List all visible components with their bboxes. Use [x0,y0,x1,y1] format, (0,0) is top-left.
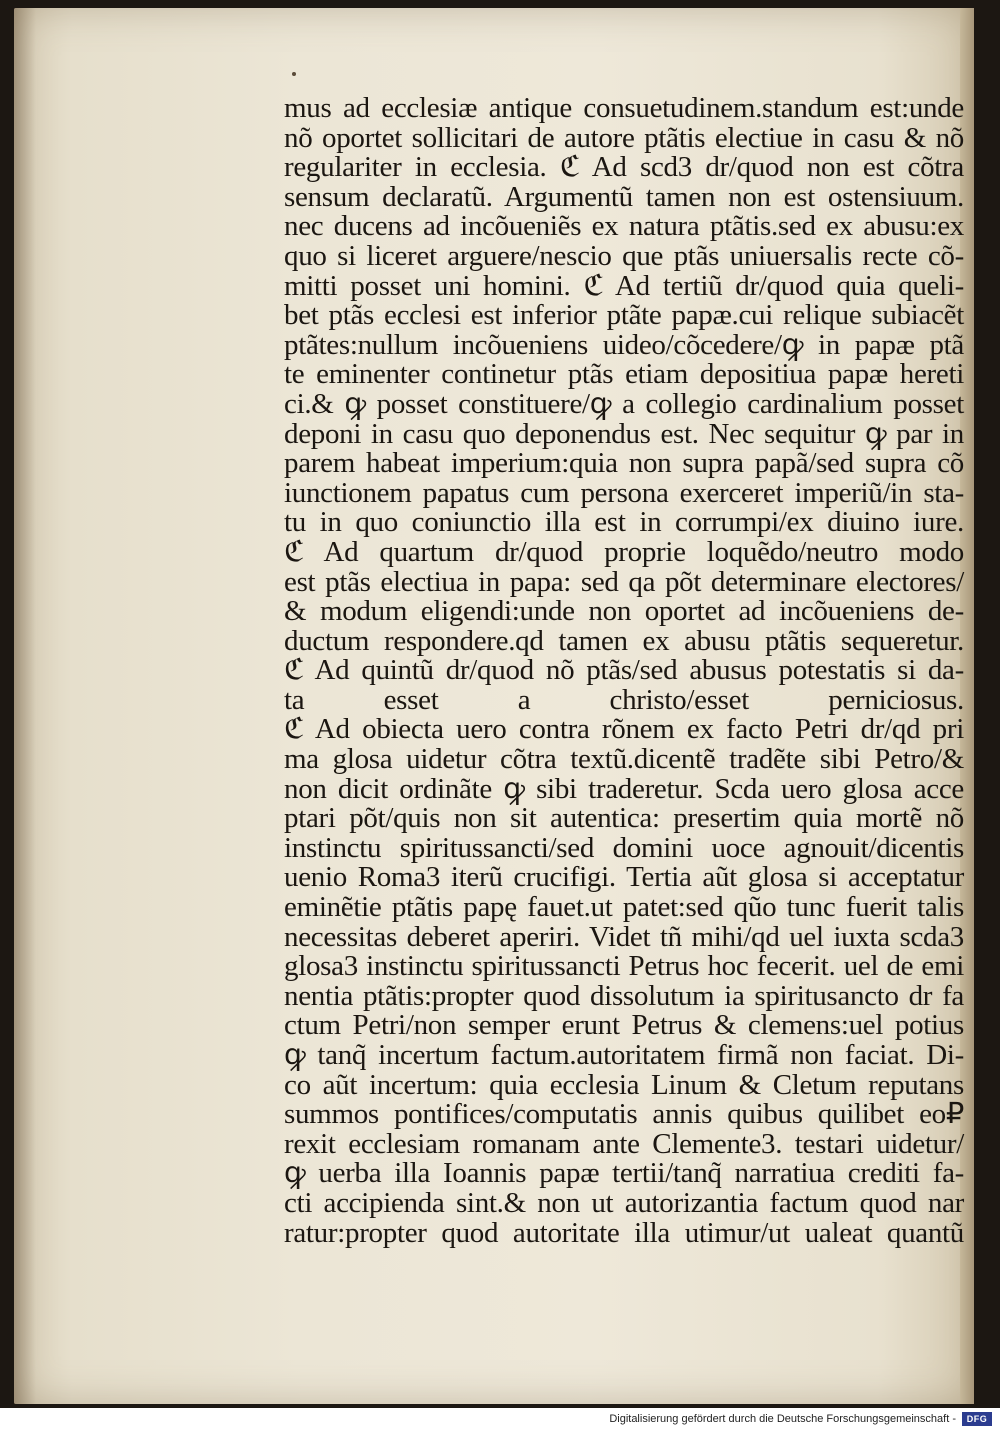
text-line: non dicit ordinãte ꝙ sibi traderetur. Scda uero glosa acce [284,772,964,805]
text-line: glosa3 instinctu spiritussancti Petrus hoc fecerit. uel de emi [284,950,964,983]
text-line: nõ oportet sollicitari de autore ptãtis electiue in casu & nõ [284,121,964,154]
dfg-logo: DFG [962,1412,992,1426]
text-line: eminẽtie ptãtis papę fauet.ut patet:sed qũo tunc fuerit talis [284,891,964,924]
text-line: ductum respondere.qd tamen ex abusu ptãtis sequeretur. [284,624,964,657]
footer-credit: Digitalisierung gefördert durch die Deutsche Forschungsgemeinschaft - [609,1413,956,1425]
text-line: te eminenter continetur ptãs etiam depositiua papæ hereti [284,358,964,391]
text-line: mitti posset uni homini. ℭ Ad tertiũ dr/quod quia queli- [284,269,964,302]
text-line: necessitas deberet aperiri. Videt tñ mihi/qd uel iuxta scda3 [284,920,964,953]
text-line: summos pontifices/computatis annis quibus quilibet eo₽ [284,1098,964,1131]
text-line: & modum eligendi:unde non oportet ad incõueniens de- [284,595,964,628]
text-line: ℭ Ad obiecta uero contra rõnem ex facto Petri dr/qd pri [284,713,964,746]
text-line: ptari põt/quis non sit autentica: presertim quia mortẽ nõ [284,802,964,835]
text-line: ptãtes:nullum incõueniens uideo/cõcedere/ꝙ in papæ ptã [284,328,964,361]
text-line: ci.& ꝙ posset constituere/ꝙ a collegio cardinalium posset [284,387,964,420]
text-line: parem habeat imperium:quia non supra papã/sed supra cõ [284,447,964,480]
text-line: deponi in casu quo deponendus est. Nec sequitur ꝙ par in [284,417,964,450]
text-line: ratur:propter quod autoritate illa utimur/ut ualeat quantũ [284,1216,964,1249]
text-line: ℭ Ad quintũ dr/quod nõ ptãs/sed abusus potestatis si da- [284,654,964,687]
text-line: bet ptãs ecclesi est inferior ptãte papæ.cui relique subiacẽt [284,299,964,332]
text-line: nec ducens ad incõueniẽs ex natura ptãtis.sed ex abusu:ex [284,210,964,243]
text-block [284,94,964,1248]
text-line: ꝙ tanq̃ incertum factum.autoritatem firmã non faciat. Di- [284,1039,964,1071]
text-line: iunctionem papatus cum persona exerceret imperiũ/in sta- [284,476,964,509]
text-line: mus ad ecclesiæ antique consuetudinem.standum est:unde [284,92,964,124]
text-line: ꝙ uerba illa Ioannis papæ tertii/tanq̃ narratiua crediti fa- [284,1157,964,1190]
text-line: nentia ptãtis:propter quod dissolutum ia spiritusancto dr fa [284,979,964,1012]
text-line: co aũt incertum: quia ecclesia Linum & Cletum reputans [284,1068,964,1101]
gutter-shadow [14,8,36,1404]
text-line: quo si liceret arguere/nescio que ptãs uniuersalis recte cõ- [284,239,964,272]
text-line: tu in quo coniunctio illa est in corrumpi/ex diuino iure. [284,506,964,539]
text-line: uenio Roma3 iterũ crucifigi. Tertia aũt glosa si acceptatur [284,861,964,894]
margin-mark [292,72,296,76]
text-line: est ptãs electiua in papa: sed qa põt determinare electores/ [284,565,964,598]
text-line: sensum declaratũ. Argumentũ tamen non est ostensiuum. [284,180,964,213]
text-line: ta esset a christo/esset perniciosus. [284,683,964,716]
text-line: ma glosa uidetur cõtra textũ.dicentẽ tradẽte sibi Petro/& [284,743,964,776]
text-line: ctum Petri/non semper erunt Petrus & clemens:uel potius [284,1009,964,1042]
footer-bar [0,1408,1000,1432]
text-line: instinctu spiritussancti/sed domini uoce agnouit/dicentis [284,831,964,864]
text-line: rexit ecclesiam romanam ante Clemente3. testari uidetur/ [284,1127,964,1160]
text-line: cti accipienda sint.& non ut autorizantia factum quod nar [284,1186,964,1219]
text-line: regulariter in ecclesia. ℭ Ad scd3 dr/quod non est cõtra [284,151,964,184]
text-line: ℭ Ad quartum dr/quod proprie loquẽdo/neutro modo [284,535,964,568]
